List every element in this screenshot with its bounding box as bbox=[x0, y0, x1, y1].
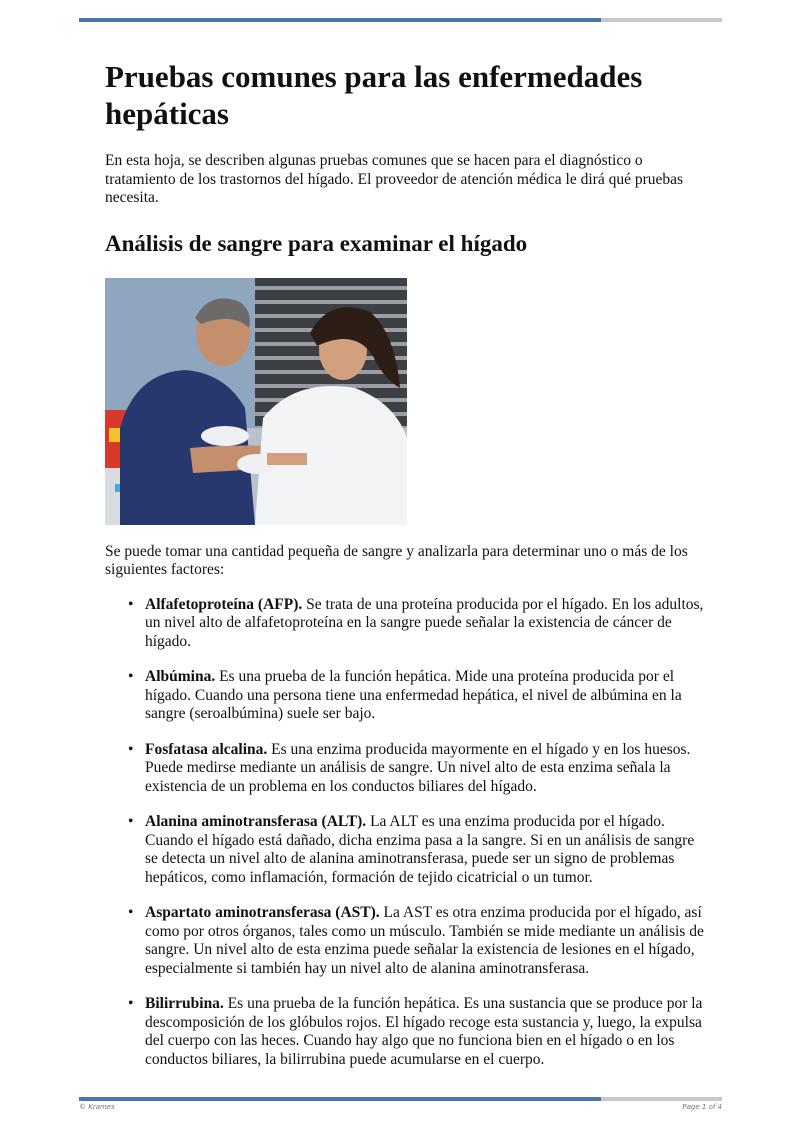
lead-paragraph: Se puede tomar una cantidad pequeña de sangre y analizarla para determinar uno o más de los siguientes factores: bbox=[105, 542, 688, 578]
item-term: Albúmina. bbox=[145, 668, 216, 685]
section-heading: Análisis de sangre para examinar el hígado bbox=[105, 230, 528, 256]
list-item bbox=[105, 668, 705, 724]
intro-paragraph: En esta hoja, se describen algunas pruebas comunes que se hacen para el diagnóstico o tratamiento de los trastornos del hígado. El proveedor de atención médica le dirá qué pruebas necesita. bbox=[105, 152, 684, 206]
item-term: Alanina aminotransferasa (ALT). bbox=[145, 813, 367, 830]
item-text: La AST es otra enzima producida por el hígado, así como por otros órganos, tales como un músculo. También se mide mediante un análisis de sangre. Un nivel alto de esta enzima puede señalar la existencia de lesiones en el hígado, especialmente si también hay un nivel alto de alanina aminotransferasa. bbox=[145, 904, 704, 977]
bullet: • bbox=[128, 813, 134, 830]
top-rule bbox=[79, 18, 722, 22]
top-rule-grey-segment bbox=[601, 18, 722, 22]
item-text: Se trata de una proteína producida por el hígado. En los adultos, un nivel alto de alfafetoproteína en la sangre puede señalar la existencia de cáncer de hígado. bbox=[145, 595, 704, 650]
item-term: Bilirrubina. bbox=[145, 995, 224, 1012]
bullet: • bbox=[128, 595, 134, 613]
bottom-rule bbox=[79, 1097, 722, 1101]
bottom-rule-blue-segment bbox=[79, 1097, 601, 1101]
item-text: La ALT es una enzima producida por el hígado. Cuando el hígado está dañado, dicha enzima pasa a la sangre. Si en un análisis de sangre se detecta un nivel alto de alanina aminotransferasa, puede ser un signo de problemas hepáticos, como inflamación, formación de tejido cicatricial o un tumor. bbox=[145, 813, 695, 886]
bottom-rule-grey-segment bbox=[601, 1097, 722, 1101]
list-item bbox=[105, 995, 705, 1069]
bullet: • bbox=[128, 995, 134, 1012]
bullet: • bbox=[128, 668, 134, 685]
item-term: Alfafetoproteína (AFP). bbox=[145, 595, 303, 613]
item-term: Fosfatasa alcalina. bbox=[145, 740, 268, 758]
top-rule-blue-segment bbox=[79, 18, 601, 22]
list-item bbox=[105, 813, 705, 887]
blood-draw-photo bbox=[105, 278, 407, 525]
list-item bbox=[105, 904, 705, 978]
item-text: Es una prueba de la función hepática. Mide una proteína producida por el hígado. Cuando una persona tiene una enfermedad hepática, el nivel de albúmina en la sangre (seroalbúmina) suele ser bajo. bbox=[145, 668, 682, 722]
test-list bbox=[105, 596, 705, 1070]
list-item bbox=[105, 596, 705, 652]
page-title: Pruebas comunes para las enfermedades hepáticas bbox=[105, 59, 643, 131]
item-text: Es una enzima producida mayormente en el hígado y en los huesos. Puede medirse mediante un análisis de sangre. Un nivel alto de esta enzima señala la existencia de un problema en los conductos biliares del hígado. bbox=[145, 740, 691, 795]
footer-page-number: Page 1 of 4 bbox=[682, 1103, 722, 1111]
bullet: • bbox=[128, 904, 134, 921]
list-item bbox=[105, 741, 705, 797]
item-term: Aspartato aminotransferasa (AST). bbox=[145, 904, 380, 921]
item-text: Es una prueba de la función hepática. Es una sustancia que se produce por la descomposición de los glóbulos rojos. El hígado recoge esta sustancia y, luego, la expulsa del cuerpo con las heces. Cuando hay algo que no funciona bien en el hígado o en los conductos biliares, la bilirrubina puede acumularse en el cuerpo. bbox=[145, 995, 703, 1068]
footer-copyright: © Krames bbox=[79, 1103, 115, 1111]
page-content bbox=[105, 58, 705, 1086]
bullet: • bbox=[128, 740, 134, 758]
